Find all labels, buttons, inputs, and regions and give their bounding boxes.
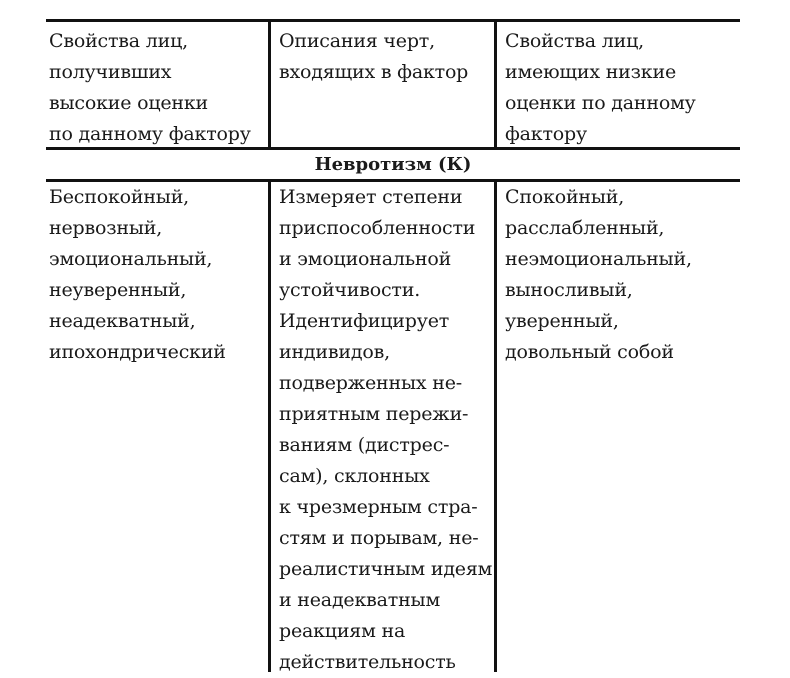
description-line: устойчивости. bbox=[279, 279, 421, 301]
trait-line: эмоциональный, bbox=[49, 248, 213, 270]
description-cell bbox=[268, 182, 494, 672]
trait-line: неуверенный, bbox=[49, 279, 187, 301]
description-line: приятным пережи- bbox=[279, 403, 469, 425]
description-line: ваниям (дистрес- bbox=[279, 434, 450, 456]
table-row bbox=[46, 182, 740, 672]
header-line: Описания черт, bbox=[279, 30, 435, 52]
description-line: реакциям на bbox=[279, 620, 406, 642]
trait-line: неэмоциональный, bbox=[505, 248, 692, 270]
trait-line: ипохондрический bbox=[49, 341, 226, 363]
header-line: оценки по данному bbox=[505, 92, 696, 114]
description-line: подверженных не- bbox=[279, 372, 462, 394]
description-line: сам), склонных bbox=[279, 465, 430, 487]
header-line: Свойства лиц, bbox=[505, 30, 644, 52]
header-low-scores bbox=[494, 22, 740, 147]
header-high-scores bbox=[46, 22, 268, 147]
trait-line: Спокойный, bbox=[505, 186, 625, 208]
high-scores-cell bbox=[46, 182, 268, 672]
trait-line: уверенный, bbox=[505, 310, 619, 332]
header-line: фактору bbox=[505, 123, 587, 145]
header-line: имеющих низкие bbox=[505, 61, 676, 83]
trait-line: Беспокойный, bbox=[49, 186, 190, 208]
description-line: Измеряет степени bbox=[279, 186, 463, 208]
header-line: получивших bbox=[49, 61, 172, 83]
header-line: высокие оценки bbox=[49, 92, 209, 114]
description-line: Идентифицирует bbox=[279, 310, 450, 332]
description-line: и неадекватным bbox=[279, 589, 441, 611]
description-line: приспособленности bbox=[279, 217, 476, 239]
header-description bbox=[268, 22, 494, 147]
header-line: входящих в фактор bbox=[279, 61, 469, 83]
factor-table bbox=[46, 19, 740, 672]
trait-line: выносливый, bbox=[505, 279, 633, 301]
header-line: Свойства лиц, bbox=[49, 30, 188, 52]
trait-line: нервозный, bbox=[49, 217, 163, 239]
description-line: индивидов, bbox=[279, 341, 390, 363]
description-line: стям и порывам, не- bbox=[279, 527, 479, 549]
description-line: действительность bbox=[279, 651, 456, 673]
description-line: к чрезмерным стра- bbox=[279, 496, 478, 518]
trait-line: неадекватный, bbox=[49, 310, 196, 332]
header-row bbox=[46, 22, 740, 147]
trait-line: расслабленный, bbox=[505, 217, 665, 239]
header-line: по данному фактору bbox=[49, 123, 251, 145]
low-scores-cell bbox=[494, 182, 740, 672]
description-line: реалистичным идеям bbox=[279, 558, 493, 580]
description-line: и эмоциональной bbox=[279, 248, 452, 270]
trait-line: довольный собой bbox=[505, 341, 674, 363]
section-title: Невротизм (К) bbox=[314, 154, 472, 175]
